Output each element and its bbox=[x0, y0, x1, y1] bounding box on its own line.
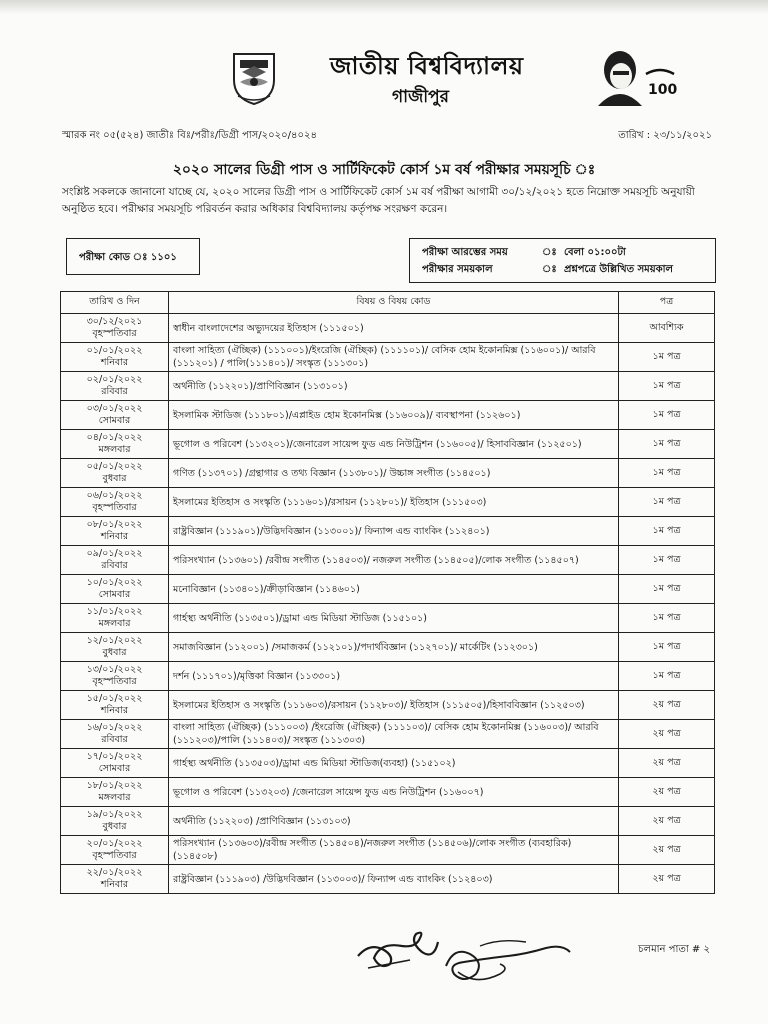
subject-cell: গার্হস্থ্য অর্থনীতি (১১৩৫০৩)/ড্রামা এন্ড মিডিয়া স্টাডিজ(ব্যবহা) (১১৫১০২) bbox=[169, 749, 619, 778]
exam-day: বৃহস্পতিবার bbox=[92, 328, 137, 339]
exam-day: শনিবার bbox=[100, 879, 129, 890]
exam-date: ২০/০১/২০২২ bbox=[86, 838, 143, 849]
duration-separator: ঃ bbox=[542, 264, 557, 275]
table-body bbox=[61, 314, 715, 894]
memo-number: স্মারক নং ০৫(৫২৪) জাতীঃ বিঃ/পরীঃ/ডিগ্রী পাস/২০২০/৪০২৪ bbox=[62, 130, 318, 141]
exam-date: ১০/০১/২০২২ bbox=[86, 577, 143, 588]
date-day-cell bbox=[61, 633, 169, 662]
start-time-label: পরীক্ষা আরম্ভের সময় bbox=[422, 247, 508, 258]
subject-cell: ভূগোল ও পরিবেশ (১১৩২০৩) /জেনারেল সায়েন্স ফুড এন্ড নিউট্রিশন (১১৬০০৭) bbox=[169, 778, 619, 807]
duration-value: প্রশ্নপত্রে উল্লিখিত সময়কাল bbox=[564, 264, 673, 275]
subject-cell: সমাজবিজ্ঞান (১১২০০১) /সমাজকর্ম (১১২১০১)/পদার্থবিজ্ঞান (১১২৭০১)/ মার্কেটিং (১১২৩০১) bbox=[169, 633, 619, 662]
header-subject: বিষয় ও বিষয় কোড bbox=[169, 292, 619, 314]
date-day-cell bbox=[61, 720, 169, 749]
table-row bbox=[61, 633, 715, 662]
paper-cell: ১ম পত্র bbox=[619, 343, 715, 372]
paper-cell: ২য় পত্র bbox=[619, 720, 715, 749]
start-time-row bbox=[422, 245, 626, 262]
duration-label: পরীক্ষার সময়কাল bbox=[422, 264, 493, 275]
exam-day: বুধবার bbox=[102, 473, 127, 484]
paper-cell: ১ম পত্র bbox=[619, 546, 715, 575]
table-row bbox=[61, 575, 715, 604]
exam-day: শনিবার bbox=[100, 357, 129, 368]
paper-cell: ২য় পত্র bbox=[619, 836, 715, 865]
date-day-cell bbox=[61, 546, 169, 575]
page-title: জাতীয় বিশ্ববিদ্যালয় bbox=[330, 52, 524, 80]
exam-date: ৩০/১২/২০২১ bbox=[86, 316, 143, 327]
date-day-cell bbox=[61, 430, 169, 459]
subject-cell: রাষ্ট্রবিজ্ঞান (১১১৯০৩) /উদ্ভিদবিজ্ঞান (১১৩০০৩)/ ফিন্যান্স এন্ড ব্যাংকিং (১১২৪০৩) bbox=[169, 865, 619, 894]
exam-day: শনিবার bbox=[100, 705, 129, 716]
subject-cell: রাষ্ট্রবিজ্ঞান (১১১৯০১)/উদ্ভিদবিজ্ঞান (১১৩০০১)/ ফিন্যান্স এন্ড ব্যাংকিং (১১২৪০১) bbox=[169, 517, 619, 546]
exam-date: ২২/০১/২০২২ bbox=[86, 867, 143, 878]
paper-cell: ১ম পত্র bbox=[619, 662, 715, 691]
subject-cell: অর্থনীতি (১১২২০১)/প্রাণিবিজ্ঞান (১১৩১০১) bbox=[169, 372, 619, 401]
exam-day: সোমবার bbox=[98, 415, 131, 426]
subject-cell: ইসলামের ইতিহাস ও সংস্কৃতি (১১১৬০১)/রসায়ন (১১২৮০১)/ ইতিহাস (১১১৫০৩) bbox=[169, 488, 619, 517]
exam-code-box bbox=[66, 238, 200, 275]
paper-cell: ১ম পত্র bbox=[619, 488, 715, 517]
exam-code: পরীক্ষা কোড ঃ ১১০১ bbox=[79, 252, 177, 263]
subject-cell: স্বাধীন বাংলাদেশের অভ্যুদয়ের ইতিহাস (১১১৫০১) bbox=[169, 314, 619, 343]
exam-day: রবিবার bbox=[101, 734, 128, 745]
exam-date: ০৩/০১/২০২২ bbox=[86, 403, 143, 414]
date-day-cell bbox=[61, 604, 169, 633]
exam-date: ০৮/০১/২০২২ bbox=[86, 519, 143, 530]
exam-date: ১৭/০১/২০২২ bbox=[86, 751, 143, 762]
subject-cell: দর্শন (১১১৭০১)/মৃত্তিকা বিজ্ঞান (১১৩৩০১) bbox=[169, 662, 619, 691]
university-logo-icon bbox=[228, 50, 280, 106]
paper-cell: ২য় পত্র bbox=[619, 749, 715, 778]
exam-date: ১২/০১/২০২২ bbox=[86, 635, 143, 646]
table-row bbox=[61, 691, 715, 720]
paper-cell: ১ম পত্র bbox=[619, 372, 715, 401]
header-date: তারিখ ও দিন bbox=[61, 292, 169, 314]
date-day-cell bbox=[61, 343, 169, 372]
subject-cell: বাংলা সাহিত্য (ঐচ্ছিক) (১১১০০৩) /ইংরেজি (ঐচ্ছিক) (১১১১০৩)/ বেসিক হোম ইকোনমিক্স (১১৬০০৩)/ আরবি (১১১২০৩)/পালি (১১১৪০৩)/ সংস্কৃত (১১১৩০৩) bbox=[169, 720, 619, 749]
subject-cell: গণিত (১১৩৭০১) /গ্রন্থাগার ও তথ্য বিজ্ঞান (১১৩৮০১)/ উচ্চাঙ্গ সংগীত (১১৪৫০১) bbox=[169, 459, 619, 488]
issue-date: তারিখ : ২৩/১১/২০২১ bbox=[618, 130, 712, 141]
date-day-cell bbox=[61, 778, 169, 807]
exam-date: ১৯/০১/২০২২ bbox=[86, 809, 143, 820]
table-row bbox=[61, 459, 715, 488]
date-day-cell bbox=[61, 459, 169, 488]
exam-day: বৃহস্পতিবার bbox=[92, 502, 137, 513]
signature-image bbox=[350, 912, 590, 992]
table-row bbox=[61, 836, 715, 865]
paper-cell: ১ম পত্র bbox=[619, 517, 715, 546]
exam-day: মঙ্গলবার bbox=[98, 792, 131, 803]
notice-paragraph: সংশ্লিষ্ট সকলকে জানানো যাচ্ছে যে, ২০২০ সালের ডিগ্রী পাস ও সার্টিফিকেট কোর্স ১ম বর্ষ পরীক্ষা আগামী ৩০/১২/২০২১ হতে নিম্নোক্ত সময়সূচি অনুযায়ী অনুষ্ঠিত হবে। পরীক্ষার সময়সূচি পরিবর্তন করার অধিকার বিশ্ববিদ্যালয় কর্তৃপক্ষ সংরক্ষণ করেন। bbox=[62, 186, 695, 215]
table-row bbox=[61, 807, 715, 836]
table-header-row bbox=[61, 292, 715, 314]
subject-cell: মনোবিজ্ঞান (১১৩৪০১)/ক্রীড়াবিজ্ঞান (১১৪৬০১) bbox=[169, 575, 619, 604]
table-row bbox=[61, 546, 715, 575]
exam-date: ০৯/০১/২০২২ bbox=[86, 548, 143, 559]
subject-cell: পরিসংখ্যান (১১৩৬০৩)/রবীন্দ্র সংগীত (১১৪৫০৪)/নজরুল সংগীত (১১৪৫০৬)/লোক সংগীত (ব্যবহারিক) (১১৪৫০৮) bbox=[169, 836, 619, 865]
paper-cell: ২য় পত্র bbox=[619, 807, 715, 836]
paper-cell: ১ম পত্র bbox=[619, 575, 715, 604]
subject-cell: ভূগোল ও পরিবেশ (১১৩২০১)/জেনারেল সায়েন্স ফুড এন্ড নিউট্রিশন (১১৬০০৫)/ হিসাববিজ্ঞান (১১২৫০১) bbox=[169, 430, 619, 459]
subject-cell: গার্হস্থ্য অর্থনীতি (১১৩৫০১)/ড্রামা এন্ড মিডিয়া স্টাডিজ (১১৫১০১) bbox=[169, 604, 619, 633]
exam-date: ১৫/০১/২০২২ bbox=[86, 693, 143, 704]
date-day-cell bbox=[61, 749, 169, 778]
header-paper: পত্র bbox=[619, 292, 715, 314]
table-row bbox=[61, 488, 715, 517]
paper-cell: ২য় পত্র bbox=[619, 865, 715, 894]
table-row bbox=[61, 865, 715, 894]
paper-cell: ১ম পত্র bbox=[619, 633, 715, 662]
paper-cell: ১ম পত্র bbox=[619, 459, 715, 488]
exam-date: ০৬/০১/২০২২ bbox=[86, 490, 143, 501]
exam-date: ১৬/০১/২০২২ bbox=[86, 722, 143, 733]
exam-schedule-table bbox=[60, 291, 715, 894]
schedule-heading: ২০২০ সালের ডিগ্রী পাস ও সার্টিফিকেট কোর্স ১ম বর্ষ পরীক্ষার সময়সূচি ঃ bbox=[172, 162, 596, 178]
date-day-cell bbox=[61, 517, 169, 546]
date-day-cell bbox=[61, 836, 169, 865]
exam-date: ১৮/০১/২০২২ bbox=[86, 780, 143, 791]
table-row bbox=[61, 517, 715, 546]
table-row bbox=[61, 604, 715, 633]
subject-cell: অর্থনীতি (১১২২০৩) /প্রাণিবিজ্ঞান (১১৩১০৩) bbox=[169, 807, 619, 836]
date-day-cell bbox=[61, 691, 169, 720]
svg-text:100: 100 bbox=[648, 82, 678, 98]
subject-cell: ইসলামিক স্টাডিজ (১১১৮০১)/এপ্লাইড হোম ইকোনমিক্স (১১৬০০৯)/ ব্যবস্থাপনা (১১২৬০১) bbox=[169, 401, 619, 430]
page-subtitle: গাজীপুর bbox=[392, 87, 450, 107]
exam-date: ১৩/০১/২০২২ bbox=[86, 664, 143, 675]
exam-day: রবিবার bbox=[101, 386, 128, 397]
scan-shadow bbox=[0, 0, 768, 14]
date-day-cell bbox=[61, 662, 169, 691]
exam-day: রবিবার bbox=[101, 560, 128, 571]
date-day-cell bbox=[61, 807, 169, 836]
date-day-cell bbox=[61, 488, 169, 517]
exam-day: মঙ্গলবার bbox=[98, 618, 131, 629]
paper-cell: ১ম পত্র bbox=[619, 604, 715, 633]
subject-cell: বাংলা সাহিত্য (ঐচ্ছিক) (১১১০০১)/ইংরেজি (ঐচ্ছিক) (১১১১০১)/ বেসিক হোম ইকোনমিক্স (১১৬০০১)/ আরবি (১১১২০১) / পালি(১১১৪০১)/ সংস্কৃত (১১১৩০১) bbox=[169, 343, 619, 372]
date-day-cell bbox=[61, 865, 169, 894]
exam-day: বুধবার bbox=[102, 647, 127, 658]
exam-day: বৃহস্পতিবার bbox=[92, 676, 137, 687]
table-row bbox=[61, 778, 715, 807]
exam-date: ০৪/০১/২০২২ bbox=[86, 432, 143, 443]
start-time-separator: ঃ bbox=[542, 247, 557, 258]
exam-day: সোমবার bbox=[98, 763, 131, 774]
exam-day: মঙ্গলবার bbox=[98, 444, 131, 455]
exam-day: বুধবার bbox=[102, 821, 127, 832]
table-row bbox=[61, 401, 715, 430]
paper-cell: আবশ্যিক bbox=[619, 314, 715, 343]
date-day-cell bbox=[61, 372, 169, 401]
paper-cell: ২য় পত্র bbox=[619, 691, 715, 720]
table-row bbox=[61, 430, 715, 459]
mujib-100-emblem-icon bbox=[590, 44, 700, 110]
continued-page-note: চলমান পাতা # ২ bbox=[638, 944, 710, 955]
exam-day: শনিবার bbox=[100, 531, 129, 542]
exam-date: ১১/০১/২০২২ bbox=[86, 606, 143, 617]
table-row bbox=[61, 749, 715, 778]
table-row bbox=[61, 720, 715, 749]
exam-day: সোমবার bbox=[98, 589, 131, 600]
date-day-cell bbox=[61, 314, 169, 343]
exam-time-box bbox=[409, 238, 716, 283]
exam-date: ০৫/০১/২০২২ bbox=[86, 461, 143, 472]
date-day-cell bbox=[61, 401, 169, 430]
table-row bbox=[61, 372, 715, 401]
paper-cell: ২য় পত্র bbox=[619, 778, 715, 807]
table-row bbox=[61, 662, 715, 691]
subject-cell: পরিসংখ্যান (১১৩৬০১) /রবীন্দ্র সংগীত (১১৪৫০৩)/ নজরুল সংগীত (১১৪৫০৫)/লোক সংগীত (১১৪৫০৭) bbox=[169, 546, 619, 575]
start-time-value: বেলা ০১:০০টা bbox=[564, 247, 626, 258]
table-row bbox=[61, 343, 715, 372]
duration-row bbox=[422, 262, 673, 279]
date-day-cell bbox=[61, 575, 169, 604]
paper-cell: ১ম পত্র bbox=[619, 430, 715, 459]
exam-day: বৃহস্পতিবার bbox=[92, 850, 137, 861]
table-row bbox=[61, 314, 715, 343]
exam-date: ০২/০১/২০২২ bbox=[86, 374, 143, 385]
subject-cell: ইসলামের ইতিহাস ও সংস্কৃতি (১১১৬০৩)/রসায়ন (১১২৮০৩)/ ইতিহাস (১১১৫০৫)/হিসাববিজ্ঞান (১১২৫০৩) bbox=[169, 691, 619, 720]
exam-date: ০১/০১/২০২২ bbox=[86, 345, 143, 356]
paper-cell: ১ম পত্র bbox=[619, 401, 715, 430]
